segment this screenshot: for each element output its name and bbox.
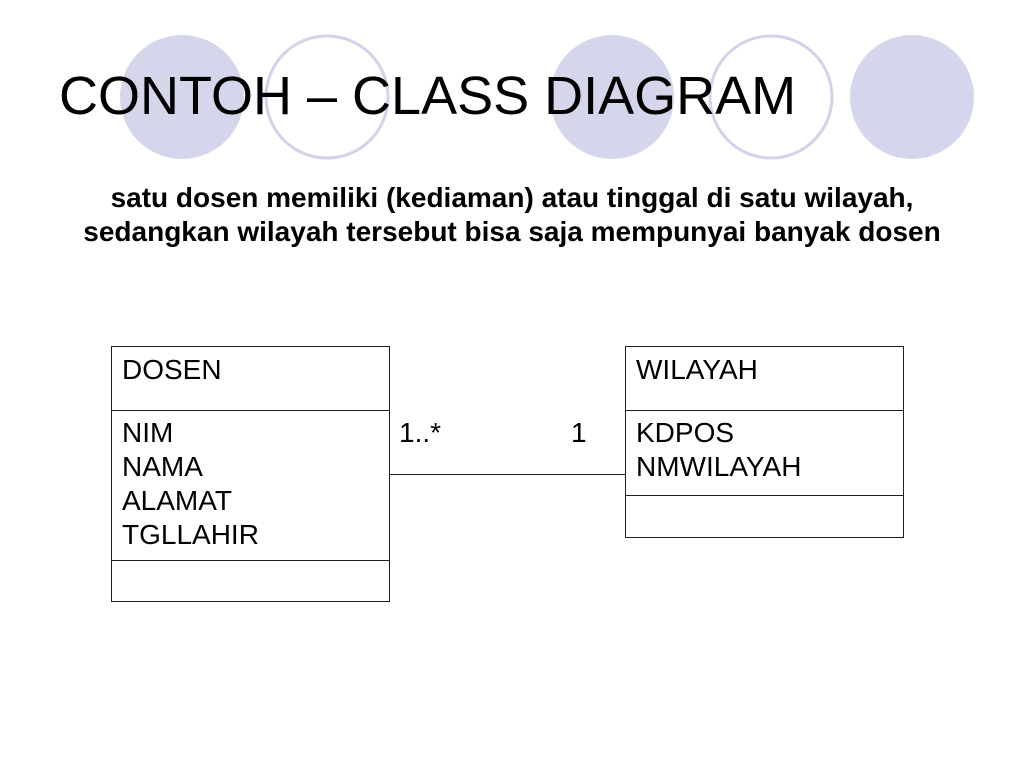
class-attributes: [626, 410, 903, 495]
association-line: [390, 474, 625, 475]
slide-subtitle: [0, 181, 1024, 249]
class-attribute: ALAMAT: [122, 485, 232, 516]
class-attributes: [112, 410, 389, 560]
multiplicity-dosen: 1..*: [399, 417, 442, 448]
slide-title: CONTOH – CLASS DIAGRAM: [59, 66, 797, 126]
uml-class-wilayah: [625, 346, 904, 538]
subtitle-line: sedangkan wilayah tersebut bisa saja mempunyai banyak dosen: [83, 216, 941, 247]
subtitle-line: satu dosen memiliki (kediaman) atau tinggal di satu wilayah,: [110, 182, 914, 213]
class-attribute: NAMA: [122, 451, 203, 482]
class-attribute: NIM: [122, 417, 174, 448]
class-operations: [112, 560, 389, 601]
decor-circle-filled: [850, 35, 974, 159]
class-attribute: KDPOS: [636, 417, 735, 448]
class-attribute: TGLLAHIR: [122, 519, 259, 550]
class-operations: [626, 495, 903, 537]
multiplicity-wilayah: 1: [571, 417, 587, 448]
class-attribute: NMWILAYAH: [636, 451, 802, 482]
class-name: DOSEN: [122, 354, 222, 385]
class-name: WILAYAH: [636, 354, 758, 385]
uml-class-dosen: [111, 346, 390, 602]
